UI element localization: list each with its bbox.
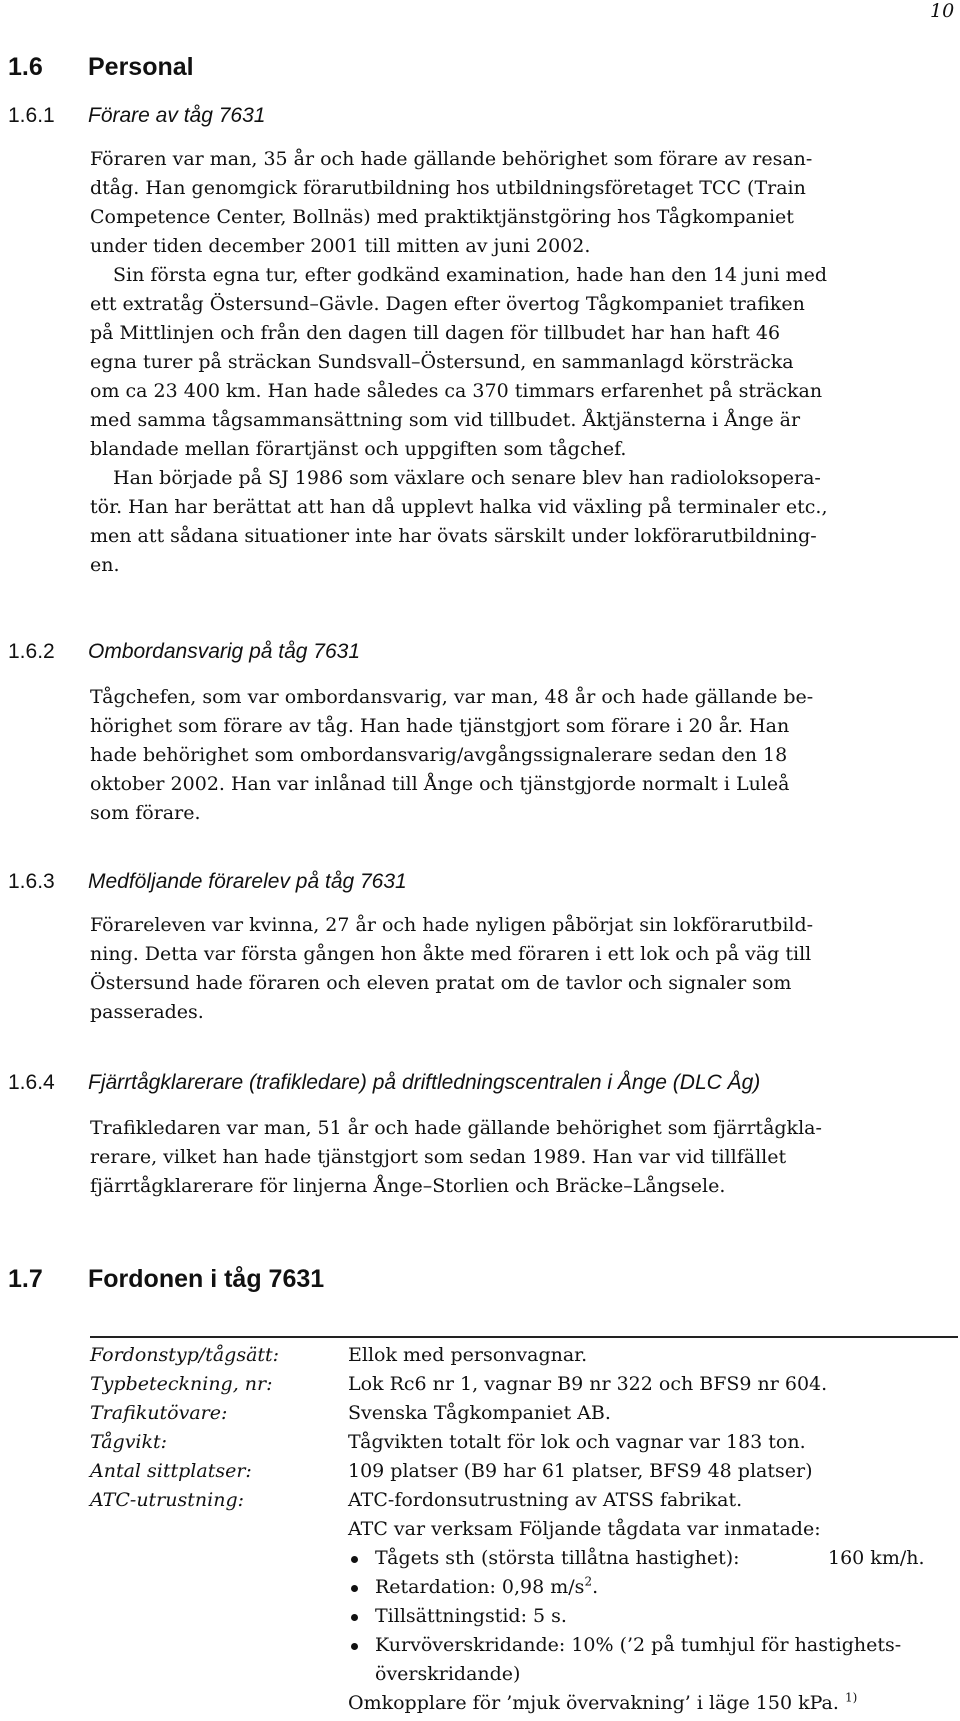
text-line: en. xyxy=(90,554,120,576)
retardation-label: Retardation: 0,98 m/s xyxy=(375,1576,585,1598)
heading-title: Fjärrtågklarerare (trafikledare) på driftledningscentralen i Ånge (DLC Åg) xyxy=(88,1071,761,1094)
row-value: Svenska Tågkompaniet AB. xyxy=(348,1402,611,1424)
heading-number: 1.7 xyxy=(8,1265,43,1293)
text-line: fjärrtågklarerare för linjerna Ånge–Storlien och Bräcke–Långsele. xyxy=(90,1175,726,1197)
list-item xyxy=(348,1573,925,1602)
heading-number: 1.6.2 xyxy=(8,640,55,663)
text-line: Trafikledaren var man, 51 år och hade gällande behörighet som fjärrtågkla- xyxy=(90,1117,822,1139)
text-line: passerades. xyxy=(90,1001,204,1023)
text-line: hörighet som förare av tåg. Han hade tjänstgjort som förare i 20 år. Han xyxy=(90,715,790,737)
text-line: Tågchefen, som var ombordansvarig, var man, 48 år och hade gällande be- xyxy=(90,686,814,708)
row-value: Lok Rc6 nr 1, vagnar B9 nr 322 och BFS9 nr 604. xyxy=(348,1373,828,1395)
tillsattningstid: Tillsättningstid: 5 s. xyxy=(375,1605,567,1627)
text-line: Competence Center, Bollnäs) med praktiktjänstgöring hos Tågkompaniet xyxy=(90,206,794,228)
heading-title: Medföljande förarelev på tåg 7631 xyxy=(88,870,407,893)
text-line: på Mittlinjen och från den dagen till dagen för tillbudet har han haft 46 xyxy=(90,322,781,344)
heading-1-7 xyxy=(8,1265,324,1294)
text-line: Föraren var man, 35 år och hade gällande behörighet som förare av resan- xyxy=(90,148,813,170)
text-line: som förare. xyxy=(90,802,201,824)
sth-value: 160 km/h. xyxy=(828,1547,925,1569)
table-row xyxy=(90,1399,925,1428)
heading-1-6 xyxy=(8,53,194,82)
paragraph-forare xyxy=(90,145,950,580)
text-line: ning. Detta var första gången hon åkte med föraren i ett lok och på väg till xyxy=(90,943,812,965)
heading-title: Förare av tåg 7631 xyxy=(88,104,266,127)
heading-number: 1.6.4 xyxy=(8,1071,55,1094)
kurv-line-2: överskridande) xyxy=(375,1663,521,1685)
text-line: Förareleven var kvinna, 27 år och hade nyligen påbörjat sin lokförarutbild- xyxy=(90,914,814,936)
text-line: oktober 2002. Han var inlånad till Ånge och tjänstgjorde normalt i Luleå xyxy=(90,773,790,795)
table-row xyxy=(90,1428,925,1457)
table-row xyxy=(90,1486,925,1718)
text-line: under tiden december 2001 till mitten av juni 2002. xyxy=(90,235,591,257)
text-line: rerare, vilket han hade tjänstgjort som sedan 1989. Han var vid tillfället xyxy=(90,1146,787,1168)
text-line: Han började på SJ 1986 som växlare och senare blev han radioloksopera- xyxy=(113,467,821,489)
omkopplare-text: Omkopplare för ’mjuk övervakning’ i läge 150 kPa. xyxy=(348,1692,839,1714)
list-item xyxy=(348,1602,925,1631)
row-label: ATC-utrustning: xyxy=(90,1489,245,1511)
heading-number: 1.6.1 xyxy=(8,104,55,127)
table-row xyxy=(90,1370,925,1399)
table-row xyxy=(90,1341,925,1370)
kurv-line-1: Kurvöverskridande: 10% (’2 på tumhjul för hastighets- xyxy=(375,1634,902,1656)
text-line: blandade mellan förartjänst och uppgiften som tågchef. xyxy=(90,438,627,460)
row-label: Antal sittplatser: xyxy=(90,1460,252,1482)
row-value: Ellok med personvagnar. xyxy=(348,1344,588,1366)
row-label: Typbeteckning, nr: xyxy=(90,1373,273,1395)
text-line: ett extratåg Östersund–Gävle. Dagen efter övertog Tågkompaniet trafiken xyxy=(90,293,805,315)
heading-title: Ombordansvarig på tåg 7631 xyxy=(88,640,361,663)
row-label: Trafikutövare: xyxy=(90,1402,228,1424)
omkopplare-line xyxy=(348,1689,925,1718)
paragraph-forarelev xyxy=(90,911,950,1027)
text-line: om ca 23 400 km. Han hade således ca 370 timmars erfarenhet på sträckan xyxy=(90,380,823,402)
heading-1-6-4 xyxy=(8,1071,760,1095)
row-label: Fordonstyp/tågsätt: xyxy=(90,1344,280,1366)
row-label: Tågvikt: xyxy=(90,1431,168,1453)
row-value: Tågvikten totalt för lok och vagnar var 183 ton. xyxy=(348,1431,806,1453)
atc-intro: ATC var verksam Följande tågdata var inmatade: xyxy=(348,1518,821,1540)
retardation-exponent: 2 xyxy=(584,1574,593,1589)
paragraph-trafikledare xyxy=(90,1114,950,1201)
text-line: med samma tågsammansättning som vid tillbudet. Åktjänsterna i Ånge är xyxy=(90,409,801,431)
heading-number: 1.6 xyxy=(8,53,43,81)
heading-number: 1.6.3 xyxy=(8,870,55,893)
text-line: tör. Han har berättat att han då upplevt halka vid växling på terminaler etc., xyxy=(90,496,828,518)
atc-data-list xyxy=(348,1544,925,1689)
text-line: men att sådana situationer inte har övats särskilt under lokförarutbildning- xyxy=(90,525,817,547)
paragraph-ombordansvarig xyxy=(90,683,950,828)
table-row xyxy=(90,1457,925,1486)
text-line: hade behörighet som ombordansvarig/avgångssignalerare sedan den 18 xyxy=(90,744,788,766)
retardation-end: . xyxy=(592,1576,599,1598)
footnote-mark: 1) xyxy=(844,1690,858,1705)
table-top-rule xyxy=(90,1336,958,1338)
text-line: Sin första egna tur, efter godkänd examination, hade han den 14 juni med xyxy=(113,264,828,286)
vehicle-table xyxy=(90,1341,925,1718)
text-line: egna turer på sträckan Sundsvall–Östersund, en sammanlagd körsträcka xyxy=(90,351,794,373)
list-item xyxy=(348,1544,925,1573)
heading-title: Fordonen i tåg 7631 xyxy=(88,1265,325,1293)
page-number: 10 xyxy=(930,0,955,22)
text-line: dtåg. Han genomgick förarutbildning hos utbildningsföretaget TCC (Train xyxy=(90,177,806,199)
heading-1-6-1 xyxy=(8,104,265,128)
atc-fabrikat: ATC-fordonsutrustning av ATSS fabrikat. xyxy=(348,1489,743,1511)
text-line: Östersund hade föraren och eleven pratat om de tavlor och signaler som xyxy=(90,972,792,994)
sth-label: Tågets sth (största tillåtna hastighet): xyxy=(375,1547,740,1569)
list-item xyxy=(348,1631,925,1689)
heading-1-6-3 xyxy=(8,870,407,894)
row-value: 109 platser (B9 har 61 platser, BFS9 48 platser) xyxy=(348,1460,813,1482)
heading-1-6-2 xyxy=(8,640,360,664)
row-value-atc xyxy=(348,1486,925,1718)
heading-title: Personal xyxy=(88,53,194,81)
